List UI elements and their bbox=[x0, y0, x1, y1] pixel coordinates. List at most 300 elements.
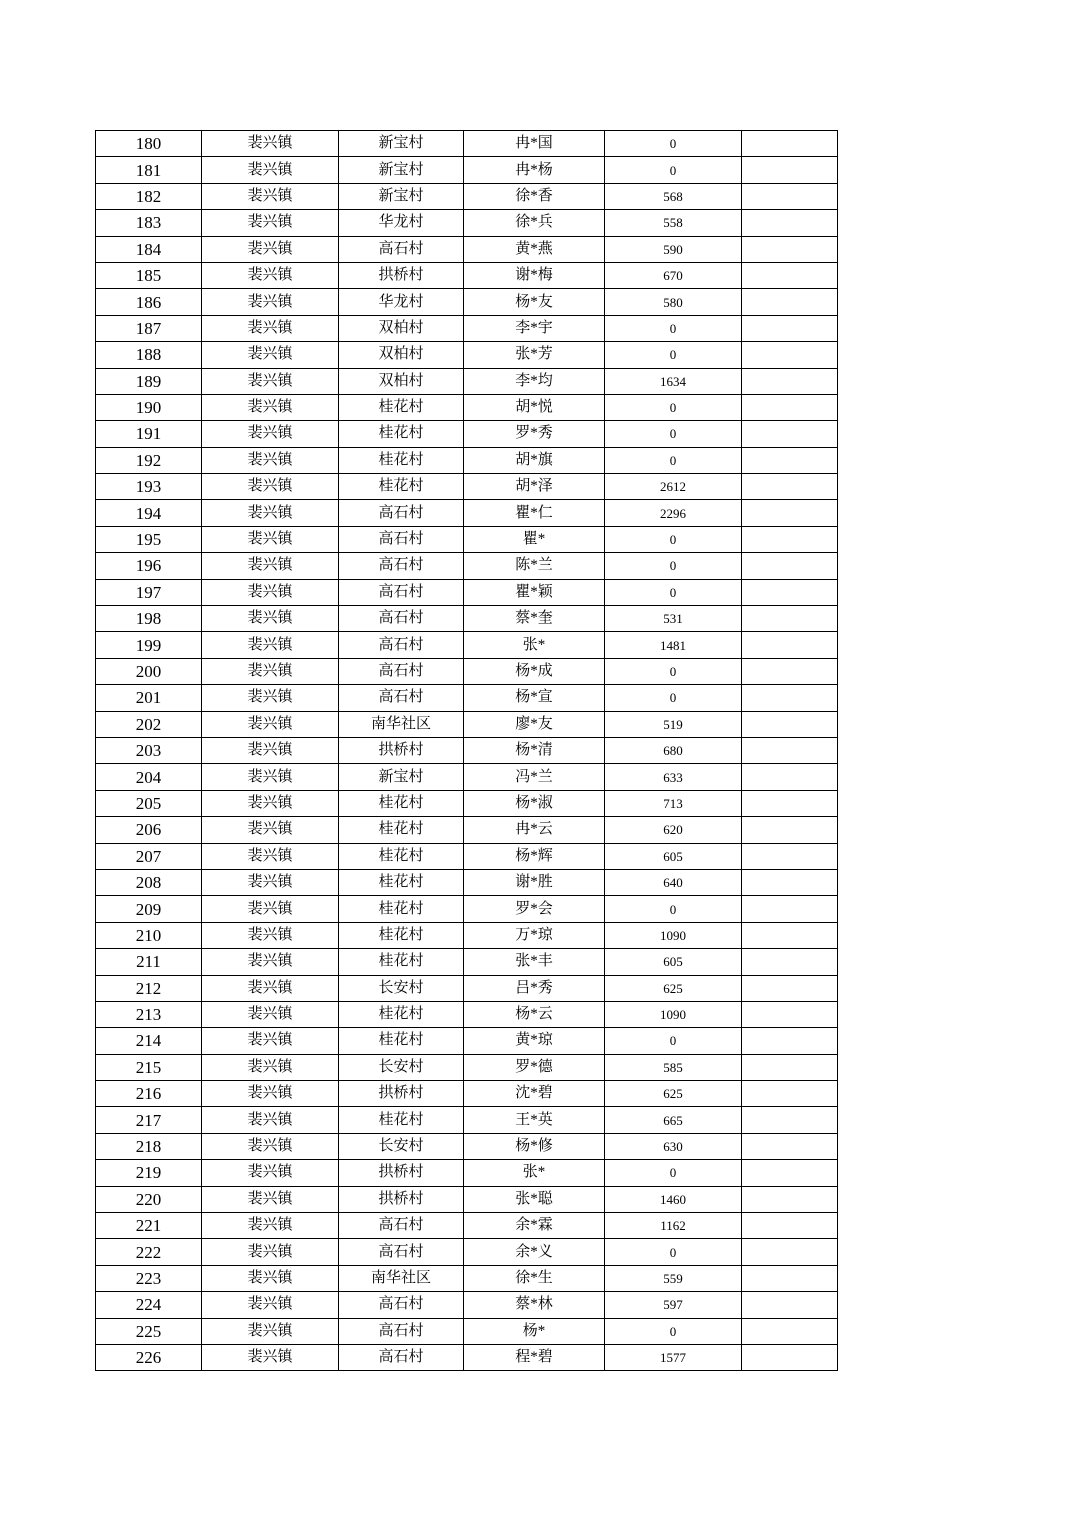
cell-amount: 1090 bbox=[605, 1001, 742, 1027]
cell-amount: 630 bbox=[605, 1133, 742, 1159]
cell-amount: 0 bbox=[605, 394, 742, 420]
cell-person-name: 余*霖 bbox=[464, 1213, 605, 1239]
cell-amount: 559 bbox=[605, 1265, 742, 1291]
cell-person-name: 杨*辉 bbox=[464, 843, 605, 869]
cell-amount: 713 bbox=[605, 790, 742, 816]
cell-town: 裴兴镇 bbox=[202, 1213, 339, 1239]
cell-empty bbox=[742, 289, 838, 315]
cell-amount: 620 bbox=[605, 817, 742, 843]
cell-amount: 0 bbox=[605, 157, 742, 183]
table-row bbox=[96, 157, 838, 183]
cell-town: 裴兴镇 bbox=[202, 131, 339, 157]
cell-empty bbox=[742, 210, 838, 236]
cell-empty bbox=[742, 1001, 838, 1027]
cell-empty bbox=[742, 1239, 838, 1265]
cell-village: 高石村 bbox=[339, 579, 464, 605]
cell-amount: 1634 bbox=[605, 368, 742, 394]
cell-village: 高石村 bbox=[339, 500, 464, 526]
cell-person-name: 王*英 bbox=[464, 1107, 605, 1133]
cell-village: 桂花村 bbox=[339, 447, 464, 473]
table-row bbox=[96, 1265, 838, 1291]
table-row bbox=[96, 526, 838, 552]
cell-row-number: 216 bbox=[96, 1081, 202, 1107]
cell-row-number: 215 bbox=[96, 1054, 202, 1080]
cell-amount: 1481 bbox=[605, 632, 742, 658]
cell-empty bbox=[742, 474, 838, 500]
table-row bbox=[96, 1133, 838, 1159]
cell-town: 裴兴镇 bbox=[202, 368, 339, 394]
cell-person-name: 廖*友 bbox=[464, 711, 605, 737]
cell-row-number: 201 bbox=[96, 685, 202, 711]
cell-town: 裴兴镇 bbox=[202, 553, 339, 579]
cell-empty bbox=[742, 764, 838, 790]
cell-row-number: 202 bbox=[96, 711, 202, 737]
cell-amount: 580 bbox=[605, 289, 742, 315]
table-body bbox=[96, 131, 838, 1371]
cell-amount: 633 bbox=[605, 764, 742, 790]
cell-town: 裴兴镇 bbox=[202, 896, 339, 922]
cell-amount: 640 bbox=[605, 869, 742, 895]
cell-town: 裴兴镇 bbox=[202, 711, 339, 737]
cell-person-name: 冉*云 bbox=[464, 817, 605, 843]
cell-village: 华龙村 bbox=[339, 210, 464, 236]
table-row bbox=[96, 737, 838, 763]
cell-town: 裴兴镇 bbox=[202, 315, 339, 341]
cell-amount: 605 bbox=[605, 949, 742, 975]
table-row bbox=[96, 896, 838, 922]
cell-village: 长安村 bbox=[339, 1133, 464, 1159]
cell-town: 裴兴镇 bbox=[202, 394, 339, 420]
cell-amount: 0 bbox=[605, 553, 742, 579]
table-row bbox=[96, 764, 838, 790]
cell-town: 裴兴镇 bbox=[202, 1028, 339, 1054]
cell-row-number: 223 bbox=[96, 1265, 202, 1291]
cell-empty bbox=[742, 1265, 838, 1291]
cell-person-name: 谢*梅 bbox=[464, 262, 605, 288]
cell-village: 桂花村 bbox=[339, 1028, 464, 1054]
cell-amount: 0 bbox=[605, 1028, 742, 1054]
cell-person-name: 程*碧 bbox=[464, 1344, 605, 1370]
cell-amount: 605 bbox=[605, 843, 742, 869]
cell-empty bbox=[742, 579, 838, 605]
cell-town: 裴兴镇 bbox=[202, 1239, 339, 1265]
cell-amount: 585 bbox=[605, 1054, 742, 1080]
cell-village: 高石村 bbox=[339, 1344, 464, 1370]
table-row bbox=[96, 685, 838, 711]
cell-village: 长安村 bbox=[339, 1054, 464, 1080]
cell-empty bbox=[742, 711, 838, 737]
cell-person-name: 杨*淑 bbox=[464, 790, 605, 816]
cell-amount: 0 bbox=[605, 1160, 742, 1186]
cell-row-number: 195 bbox=[96, 526, 202, 552]
cell-person-name: 罗*德 bbox=[464, 1054, 605, 1080]
cell-village: 拱桥村 bbox=[339, 1081, 464, 1107]
cell-person-name: 罗*秀 bbox=[464, 421, 605, 447]
cell-amount: 558 bbox=[605, 210, 742, 236]
table-row bbox=[96, 368, 838, 394]
cell-town: 裴兴镇 bbox=[202, 342, 339, 368]
table-row bbox=[96, 1344, 838, 1370]
cell-empty bbox=[742, 421, 838, 447]
cell-amount: 0 bbox=[605, 342, 742, 368]
cell-empty bbox=[742, 896, 838, 922]
cell-amount: 0 bbox=[605, 658, 742, 684]
cell-town: 裴兴镇 bbox=[202, 1318, 339, 1344]
cell-village: 南华社区 bbox=[339, 711, 464, 737]
cell-village: 高石村 bbox=[339, 632, 464, 658]
cell-village: 新宝村 bbox=[339, 183, 464, 209]
cell-amount: 590 bbox=[605, 236, 742, 262]
cell-row-number: 185 bbox=[96, 262, 202, 288]
cell-row-number: 206 bbox=[96, 817, 202, 843]
cell-person-name: 吕*秀 bbox=[464, 975, 605, 1001]
cell-town: 裴兴镇 bbox=[202, 1081, 339, 1107]
cell-empty bbox=[742, 949, 838, 975]
cell-village: 高石村 bbox=[339, 1213, 464, 1239]
cell-row-number: 218 bbox=[96, 1133, 202, 1159]
table-row bbox=[96, 843, 838, 869]
cell-town: 裴兴镇 bbox=[202, 474, 339, 500]
cell-row-number: 193 bbox=[96, 474, 202, 500]
cell-row-number: 192 bbox=[96, 447, 202, 473]
cell-village: 桂花村 bbox=[339, 394, 464, 420]
cell-amount: 625 bbox=[605, 1081, 742, 1107]
cell-row-number: 211 bbox=[96, 949, 202, 975]
cell-amount: 1460 bbox=[605, 1186, 742, 1212]
cell-amount: 665 bbox=[605, 1107, 742, 1133]
cell-town: 裴兴镇 bbox=[202, 632, 339, 658]
cell-town: 裴兴镇 bbox=[202, 289, 339, 315]
cell-amount: 0 bbox=[605, 1239, 742, 1265]
cell-person-name: 蔡*林 bbox=[464, 1292, 605, 1318]
cell-amount: 519 bbox=[605, 711, 742, 737]
cell-person-name: 徐*香 bbox=[464, 183, 605, 209]
cell-village: 双柏村 bbox=[339, 315, 464, 341]
cell-town: 裴兴镇 bbox=[202, 843, 339, 869]
cell-row-number: 219 bbox=[96, 1160, 202, 1186]
cell-person-name: 冉*杨 bbox=[464, 157, 605, 183]
cell-amount: 2612 bbox=[605, 474, 742, 500]
cell-town: 裴兴镇 bbox=[202, 606, 339, 632]
cell-row-number: 182 bbox=[96, 183, 202, 209]
cell-row-number: 224 bbox=[96, 1292, 202, 1318]
table-row bbox=[96, 1292, 838, 1318]
cell-town: 裴兴镇 bbox=[202, 1001, 339, 1027]
cell-village: 高石村 bbox=[339, 606, 464, 632]
cell-empty bbox=[742, 553, 838, 579]
cell-amount: 1162 bbox=[605, 1213, 742, 1239]
cell-amount: 0 bbox=[605, 447, 742, 473]
cell-village: 高石村 bbox=[339, 1239, 464, 1265]
cell-amount: 0 bbox=[605, 421, 742, 447]
cell-amount: 0 bbox=[605, 526, 742, 552]
cell-person-name: 李*宇 bbox=[464, 315, 605, 341]
cell-row-number: 180 bbox=[96, 131, 202, 157]
cell-row-number: 213 bbox=[96, 1001, 202, 1027]
table-row bbox=[96, 869, 838, 895]
cell-village: 桂花村 bbox=[339, 922, 464, 948]
table-row bbox=[96, 131, 838, 157]
table-row bbox=[96, 394, 838, 420]
table-row bbox=[96, 289, 838, 315]
cell-person-name: 杨*成 bbox=[464, 658, 605, 684]
table-row bbox=[96, 1001, 838, 1027]
cell-amount: 568 bbox=[605, 183, 742, 209]
cell-row-number: 186 bbox=[96, 289, 202, 315]
cell-empty bbox=[742, 447, 838, 473]
cell-person-name: 胡*悦 bbox=[464, 394, 605, 420]
cell-village: 高石村 bbox=[339, 685, 464, 711]
cell-row-number: 203 bbox=[96, 737, 202, 763]
cell-amount: 1090 bbox=[605, 922, 742, 948]
cell-person-name: 陈*兰 bbox=[464, 553, 605, 579]
cell-village: 桂花村 bbox=[339, 869, 464, 895]
cell-empty bbox=[742, 658, 838, 684]
cell-empty bbox=[742, 1344, 838, 1370]
cell-village: 拱桥村 bbox=[339, 737, 464, 763]
cell-amount: 0 bbox=[605, 896, 742, 922]
table-row bbox=[96, 975, 838, 1001]
cell-person-name: 张* bbox=[464, 1160, 605, 1186]
cell-person-name: 罗*会 bbox=[464, 896, 605, 922]
cell-village: 华龙村 bbox=[339, 289, 464, 315]
cell-village: 新宝村 bbox=[339, 131, 464, 157]
cell-empty bbox=[742, 526, 838, 552]
cell-village: 拱桥村 bbox=[339, 262, 464, 288]
cell-town: 裴兴镇 bbox=[202, 183, 339, 209]
cell-town: 裴兴镇 bbox=[202, 1265, 339, 1291]
cell-village: 桂花村 bbox=[339, 474, 464, 500]
cell-row-number: 200 bbox=[96, 658, 202, 684]
cell-amount: 0 bbox=[605, 315, 742, 341]
cell-town: 裴兴镇 bbox=[202, 1054, 339, 1080]
cell-row-number: 220 bbox=[96, 1186, 202, 1212]
cell-person-name: 谢*胜 bbox=[464, 869, 605, 895]
cell-row-number: 187 bbox=[96, 315, 202, 341]
cell-empty bbox=[742, 685, 838, 711]
table-row bbox=[96, 421, 838, 447]
table-row bbox=[96, 1318, 838, 1344]
cell-empty bbox=[742, 1133, 838, 1159]
cell-amount: 625 bbox=[605, 975, 742, 1001]
cell-village: 高石村 bbox=[339, 236, 464, 262]
cell-empty bbox=[742, 632, 838, 658]
table-row bbox=[96, 1028, 838, 1054]
table-row bbox=[96, 711, 838, 737]
cell-amount: 0 bbox=[605, 579, 742, 605]
cell-row-number: 184 bbox=[96, 236, 202, 262]
cell-row-number: 191 bbox=[96, 421, 202, 447]
table-row bbox=[96, 606, 838, 632]
table-row bbox=[96, 500, 838, 526]
cell-row-number: 204 bbox=[96, 764, 202, 790]
cell-empty bbox=[742, 1081, 838, 1107]
cell-empty bbox=[742, 342, 838, 368]
cell-person-name: 余*义 bbox=[464, 1239, 605, 1265]
cell-row-number: 226 bbox=[96, 1344, 202, 1370]
cell-row-number: 214 bbox=[96, 1028, 202, 1054]
table-row bbox=[96, 817, 838, 843]
table-row bbox=[96, 949, 838, 975]
cell-village: 桂花村 bbox=[339, 817, 464, 843]
table-row bbox=[96, 658, 838, 684]
table-row bbox=[96, 315, 838, 341]
cell-person-name: 杨* bbox=[464, 1318, 605, 1344]
cell-row-number: 196 bbox=[96, 553, 202, 579]
cell-town: 裴兴镇 bbox=[202, 1186, 339, 1212]
cell-person-name: 黄*燕 bbox=[464, 236, 605, 262]
cell-village: 高石村 bbox=[339, 526, 464, 552]
table-row bbox=[96, 1186, 838, 1212]
table-row bbox=[96, 183, 838, 209]
table-row bbox=[96, 1081, 838, 1107]
cell-empty bbox=[742, 1318, 838, 1344]
cell-amount: 680 bbox=[605, 737, 742, 763]
cell-person-name: 瞿* bbox=[464, 526, 605, 552]
cell-person-name: 冯*兰 bbox=[464, 764, 605, 790]
cell-row-number: 183 bbox=[96, 210, 202, 236]
cell-empty bbox=[742, 975, 838, 1001]
cell-person-name: 黄*琼 bbox=[464, 1028, 605, 1054]
cell-row-number: 181 bbox=[96, 157, 202, 183]
cell-row-number: 188 bbox=[96, 342, 202, 368]
cell-town: 裴兴镇 bbox=[202, 579, 339, 605]
table-row bbox=[96, 1054, 838, 1080]
cell-empty bbox=[742, 500, 838, 526]
cell-village: 桂花村 bbox=[339, 1107, 464, 1133]
cell-town: 裴兴镇 bbox=[202, 526, 339, 552]
cell-village: 南华社区 bbox=[339, 1265, 464, 1291]
table-row bbox=[96, 342, 838, 368]
cell-person-name: 杨*清 bbox=[464, 737, 605, 763]
cell-person-name: 蔡*奎 bbox=[464, 606, 605, 632]
cell-row-number: 197 bbox=[96, 579, 202, 605]
cell-person-name: 杨*友 bbox=[464, 289, 605, 315]
cell-empty bbox=[742, 922, 838, 948]
table-row bbox=[96, 474, 838, 500]
cell-empty bbox=[742, 1213, 838, 1239]
table-row bbox=[96, 262, 838, 288]
cell-amount: 2296 bbox=[605, 500, 742, 526]
cell-person-name: 杨*修 bbox=[464, 1133, 605, 1159]
cell-village: 新宝村 bbox=[339, 157, 464, 183]
cell-amount: 531 bbox=[605, 606, 742, 632]
cell-amount: 0 bbox=[605, 131, 742, 157]
cell-empty bbox=[742, 843, 838, 869]
cell-person-name: 冉*国 bbox=[464, 131, 605, 157]
cell-person-name: 瞿*仁 bbox=[464, 500, 605, 526]
table-row bbox=[96, 1213, 838, 1239]
cell-empty bbox=[742, 606, 838, 632]
cell-row-number: 225 bbox=[96, 1318, 202, 1344]
cell-person-name: 沈*碧 bbox=[464, 1081, 605, 1107]
cell-row-number: 199 bbox=[96, 632, 202, 658]
cell-empty bbox=[742, 737, 838, 763]
cell-town: 裴兴镇 bbox=[202, 236, 339, 262]
cell-amount: 0 bbox=[605, 1318, 742, 1344]
cell-row-number: 189 bbox=[96, 368, 202, 394]
cell-village: 桂花村 bbox=[339, 421, 464, 447]
cell-town: 裴兴镇 bbox=[202, 790, 339, 816]
table-row bbox=[96, 1160, 838, 1186]
cell-town: 裴兴镇 bbox=[202, 447, 339, 473]
cell-empty bbox=[742, 1054, 838, 1080]
cell-person-name: 张* bbox=[464, 632, 605, 658]
cell-village: 桂花村 bbox=[339, 949, 464, 975]
cell-amount: 670 bbox=[605, 262, 742, 288]
records-table bbox=[95, 130, 838, 1371]
cell-empty bbox=[742, 1107, 838, 1133]
cell-row-number: 198 bbox=[96, 606, 202, 632]
cell-village: 桂花村 bbox=[339, 1001, 464, 1027]
table-row bbox=[96, 632, 838, 658]
table-row bbox=[96, 579, 838, 605]
table-row bbox=[96, 447, 838, 473]
cell-row-number: 221 bbox=[96, 1213, 202, 1239]
cell-row-number: 209 bbox=[96, 896, 202, 922]
cell-empty bbox=[742, 869, 838, 895]
cell-town: 裴兴镇 bbox=[202, 922, 339, 948]
cell-town: 裴兴镇 bbox=[202, 737, 339, 763]
cell-empty bbox=[742, 368, 838, 394]
cell-empty bbox=[742, 315, 838, 341]
cell-village: 双柏村 bbox=[339, 368, 464, 394]
cell-village: 长安村 bbox=[339, 975, 464, 1001]
table-row bbox=[96, 1107, 838, 1133]
cell-town: 裴兴镇 bbox=[202, 157, 339, 183]
cell-empty bbox=[742, 157, 838, 183]
cell-row-number: 210 bbox=[96, 922, 202, 948]
cell-person-name: 杨*宣 bbox=[464, 685, 605, 711]
cell-town: 裴兴镇 bbox=[202, 1292, 339, 1318]
cell-village: 高石村 bbox=[339, 1292, 464, 1318]
cell-empty bbox=[742, 262, 838, 288]
cell-empty bbox=[742, 394, 838, 420]
table-row bbox=[96, 236, 838, 262]
cell-row-number: 222 bbox=[96, 1239, 202, 1265]
cell-town: 裴兴镇 bbox=[202, 1107, 339, 1133]
cell-town: 裴兴镇 bbox=[202, 764, 339, 790]
cell-row-number: 205 bbox=[96, 790, 202, 816]
table-row bbox=[96, 790, 838, 816]
cell-empty bbox=[742, 1292, 838, 1318]
cell-person-name: 胡*泽 bbox=[464, 474, 605, 500]
cell-empty bbox=[742, 790, 838, 816]
cell-row-number: 190 bbox=[96, 394, 202, 420]
table-row bbox=[96, 210, 838, 236]
cell-village: 新宝村 bbox=[339, 764, 464, 790]
cell-person-name: 张*聪 bbox=[464, 1186, 605, 1212]
cell-person-name: 杨*云 bbox=[464, 1001, 605, 1027]
table-row bbox=[96, 922, 838, 948]
table-row bbox=[96, 553, 838, 579]
cell-town: 裴兴镇 bbox=[202, 1344, 339, 1370]
cell-town: 裴兴镇 bbox=[202, 500, 339, 526]
cell-amount: 1577 bbox=[605, 1344, 742, 1370]
cell-town: 裴兴镇 bbox=[202, 658, 339, 684]
cell-town: 裴兴镇 bbox=[202, 817, 339, 843]
cell-empty bbox=[742, 1160, 838, 1186]
cell-empty bbox=[742, 1028, 838, 1054]
cell-town: 裴兴镇 bbox=[202, 975, 339, 1001]
cell-village: 高石村 bbox=[339, 1318, 464, 1344]
cell-empty bbox=[742, 183, 838, 209]
cell-town: 裴兴镇 bbox=[202, 421, 339, 447]
cell-town: 裴兴镇 bbox=[202, 1133, 339, 1159]
cell-village: 高石村 bbox=[339, 658, 464, 684]
cell-person-name: 万*琼 bbox=[464, 922, 605, 948]
cell-amount: 597 bbox=[605, 1292, 742, 1318]
